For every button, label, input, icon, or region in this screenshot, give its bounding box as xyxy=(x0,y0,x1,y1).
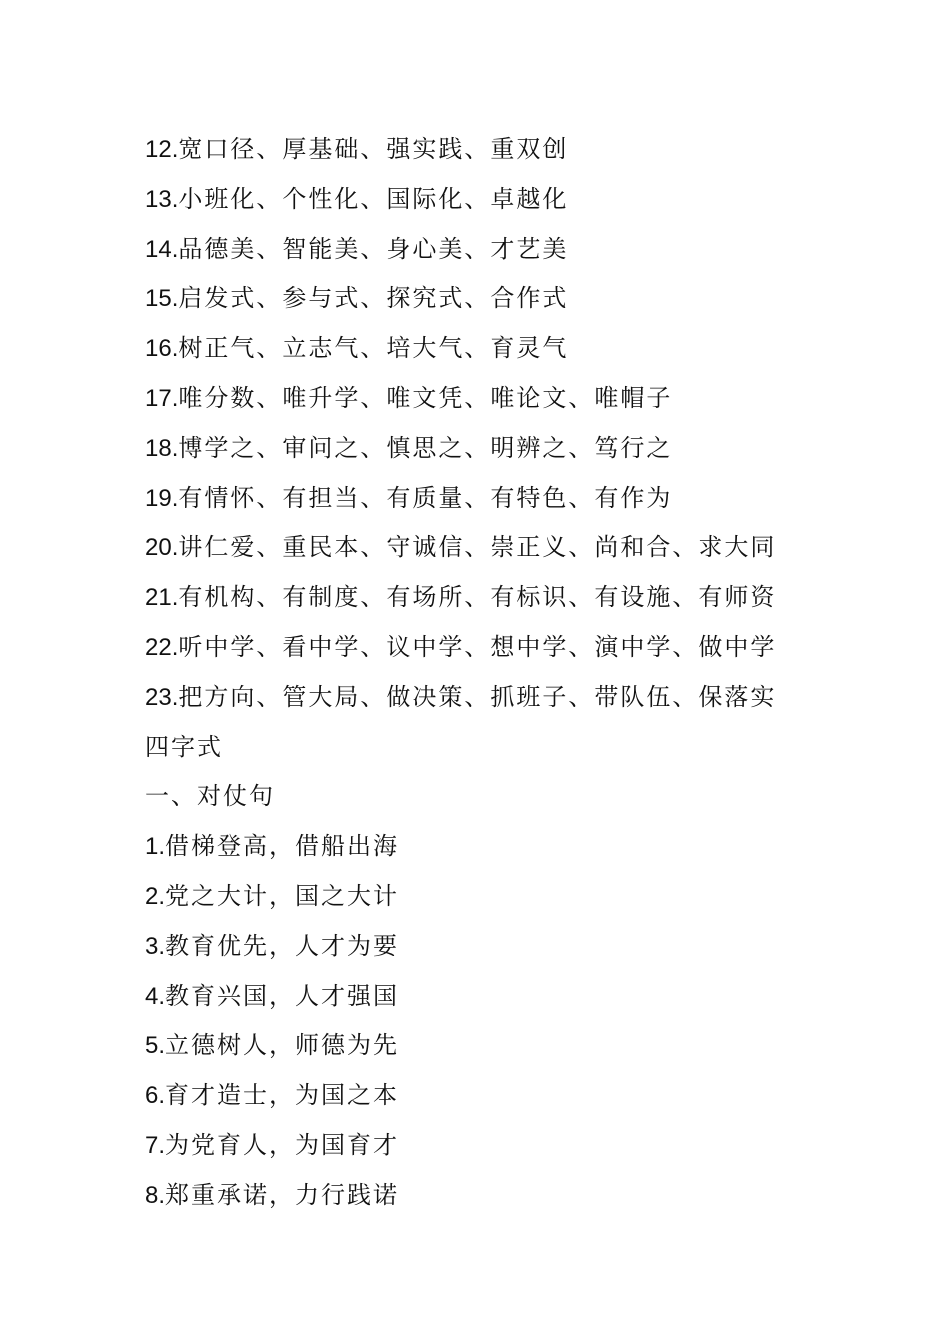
item-number: 1. xyxy=(145,833,166,861)
item-number: 20. xyxy=(145,534,179,562)
list-item xyxy=(145,1171,805,1221)
list-item xyxy=(145,175,805,225)
item-text: 品德美、智能美、身心美、才艺美 xyxy=(178,234,569,263)
item-text: 育才造士，为国之本 xyxy=(165,1081,400,1110)
item-text: 树正气、立志气、培大气、育灵气 xyxy=(178,334,569,363)
section-heading xyxy=(145,723,805,773)
item-number: 13. xyxy=(145,185,179,213)
list-item xyxy=(145,474,805,524)
document-body xyxy=(145,125,805,1221)
item-text: 宽口径、厚基础、强实践、重双创 xyxy=(178,135,569,163)
item-number: 4. xyxy=(145,982,166,1010)
item-number: 6. xyxy=(145,1082,166,1110)
list-item xyxy=(145,324,805,374)
item-number: 21. xyxy=(145,584,179,612)
list-item xyxy=(145,1071,805,1121)
heading-text: 四字式 xyxy=(145,732,223,761)
list-item xyxy=(145,523,805,573)
list-item xyxy=(145,424,805,474)
item-text: 借梯登高，借船出海 xyxy=(165,832,400,861)
item-number: 23. xyxy=(145,683,179,711)
item-number: 12. xyxy=(145,136,179,163)
item-text: 教育兴国，人才强国 xyxy=(165,981,400,1010)
item-text: 教育优先，人才为要 xyxy=(165,931,400,960)
item-number: 22. xyxy=(145,633,179,661)
item-number: 7. xyxy=(145,1131,166,1159)
list-item xyxy=(145,822,805,872)
item-text: 为党育人，为国育才 xyxy=(165,1130,400,1159)
list-item xyxy=(145,1021,805,1071)
list-item xyxy=(145,274,805,324)
list-item xyxy=(145,573,805,623)
item-number: 16. xyxy=(145,335,179,363)
item-text: 唯分数、唯升学、唯文凭、唯论文、唯帽子 xyxy=(178,383,673,412)
item-number: 3. xyxy=(145,932,166,960)
item-text: 郑重承诺，力行践诺 xyxy=(165,1180,400,1209)
list-item xyxy=(145,623,805,673)
item-text: 讲仁爱、重民本、守诚信、崇正义、尚和合、求大同 xyxy=(178,533,777,562)
list-item xyxy=(145,922,805,972)
item-number: 2. xyxy=(145,882,166,910)
list-item xyxy=(145,1121,805,1171)
item-number: 8. xyxy=(145,1181,166,1209)
list-item xyxy=(145,374,805,424)
subsection-heading xyxy=(145,772,805,822)
heading-text: 一、对仗句 xyxy=(145,782,275,811)
list-item xyxy=(145,125,805,175)
item-text: 听中学、看中学、议中学、想中学、演中学、做中学 xyxy=(178,632,777,661)
item-text: 有机构、有制度、有场所、有标识、有设施、有师资 xyxy=(178,583,777,612)
item-number: 15. xyxy=(145,285,179,313)
item-text: 博学之、审问之、慎思之、明辨之、笃行之 xyxy=(178,433,673,462)
item-number: 5. xyxy=(145,1032,166,1060)
item-text: 小班化、个性化、国际化、卓越化 xyxy=(178,184,569,213)
item-text: 党之大计，国之大计 xyxy=(165,881,400,910)
list-item xyxy=(145,225,805,275)
item-text: 有情怀、有担当、有质量、有特色、有作为 xyxy=(178,483,673,512)
item-number: 19. xyxy=(145,484,179,512)
item-number: 14. xyxy=(145,235,179,263)
list-item xyxy=(145,673,805,723)
item-number: 17. xyxy=(145,384,179,412)
item-number: 18. xyxy=(145,434,179,462)
item-text: 立德树人，师德为先 xyxy=(165,1031,400,1060)
item-text: 启发式、参与式、探究式、合作式 xyxy=(178,284,569,313)
list-item xyxy=(145,972,805,1022)
list-item xyxy=(145,872,805,922)
item-text: 把方向、管大局、做决策、抓班子、带队伍、保落实 xyxy=(178,682,777,711)
